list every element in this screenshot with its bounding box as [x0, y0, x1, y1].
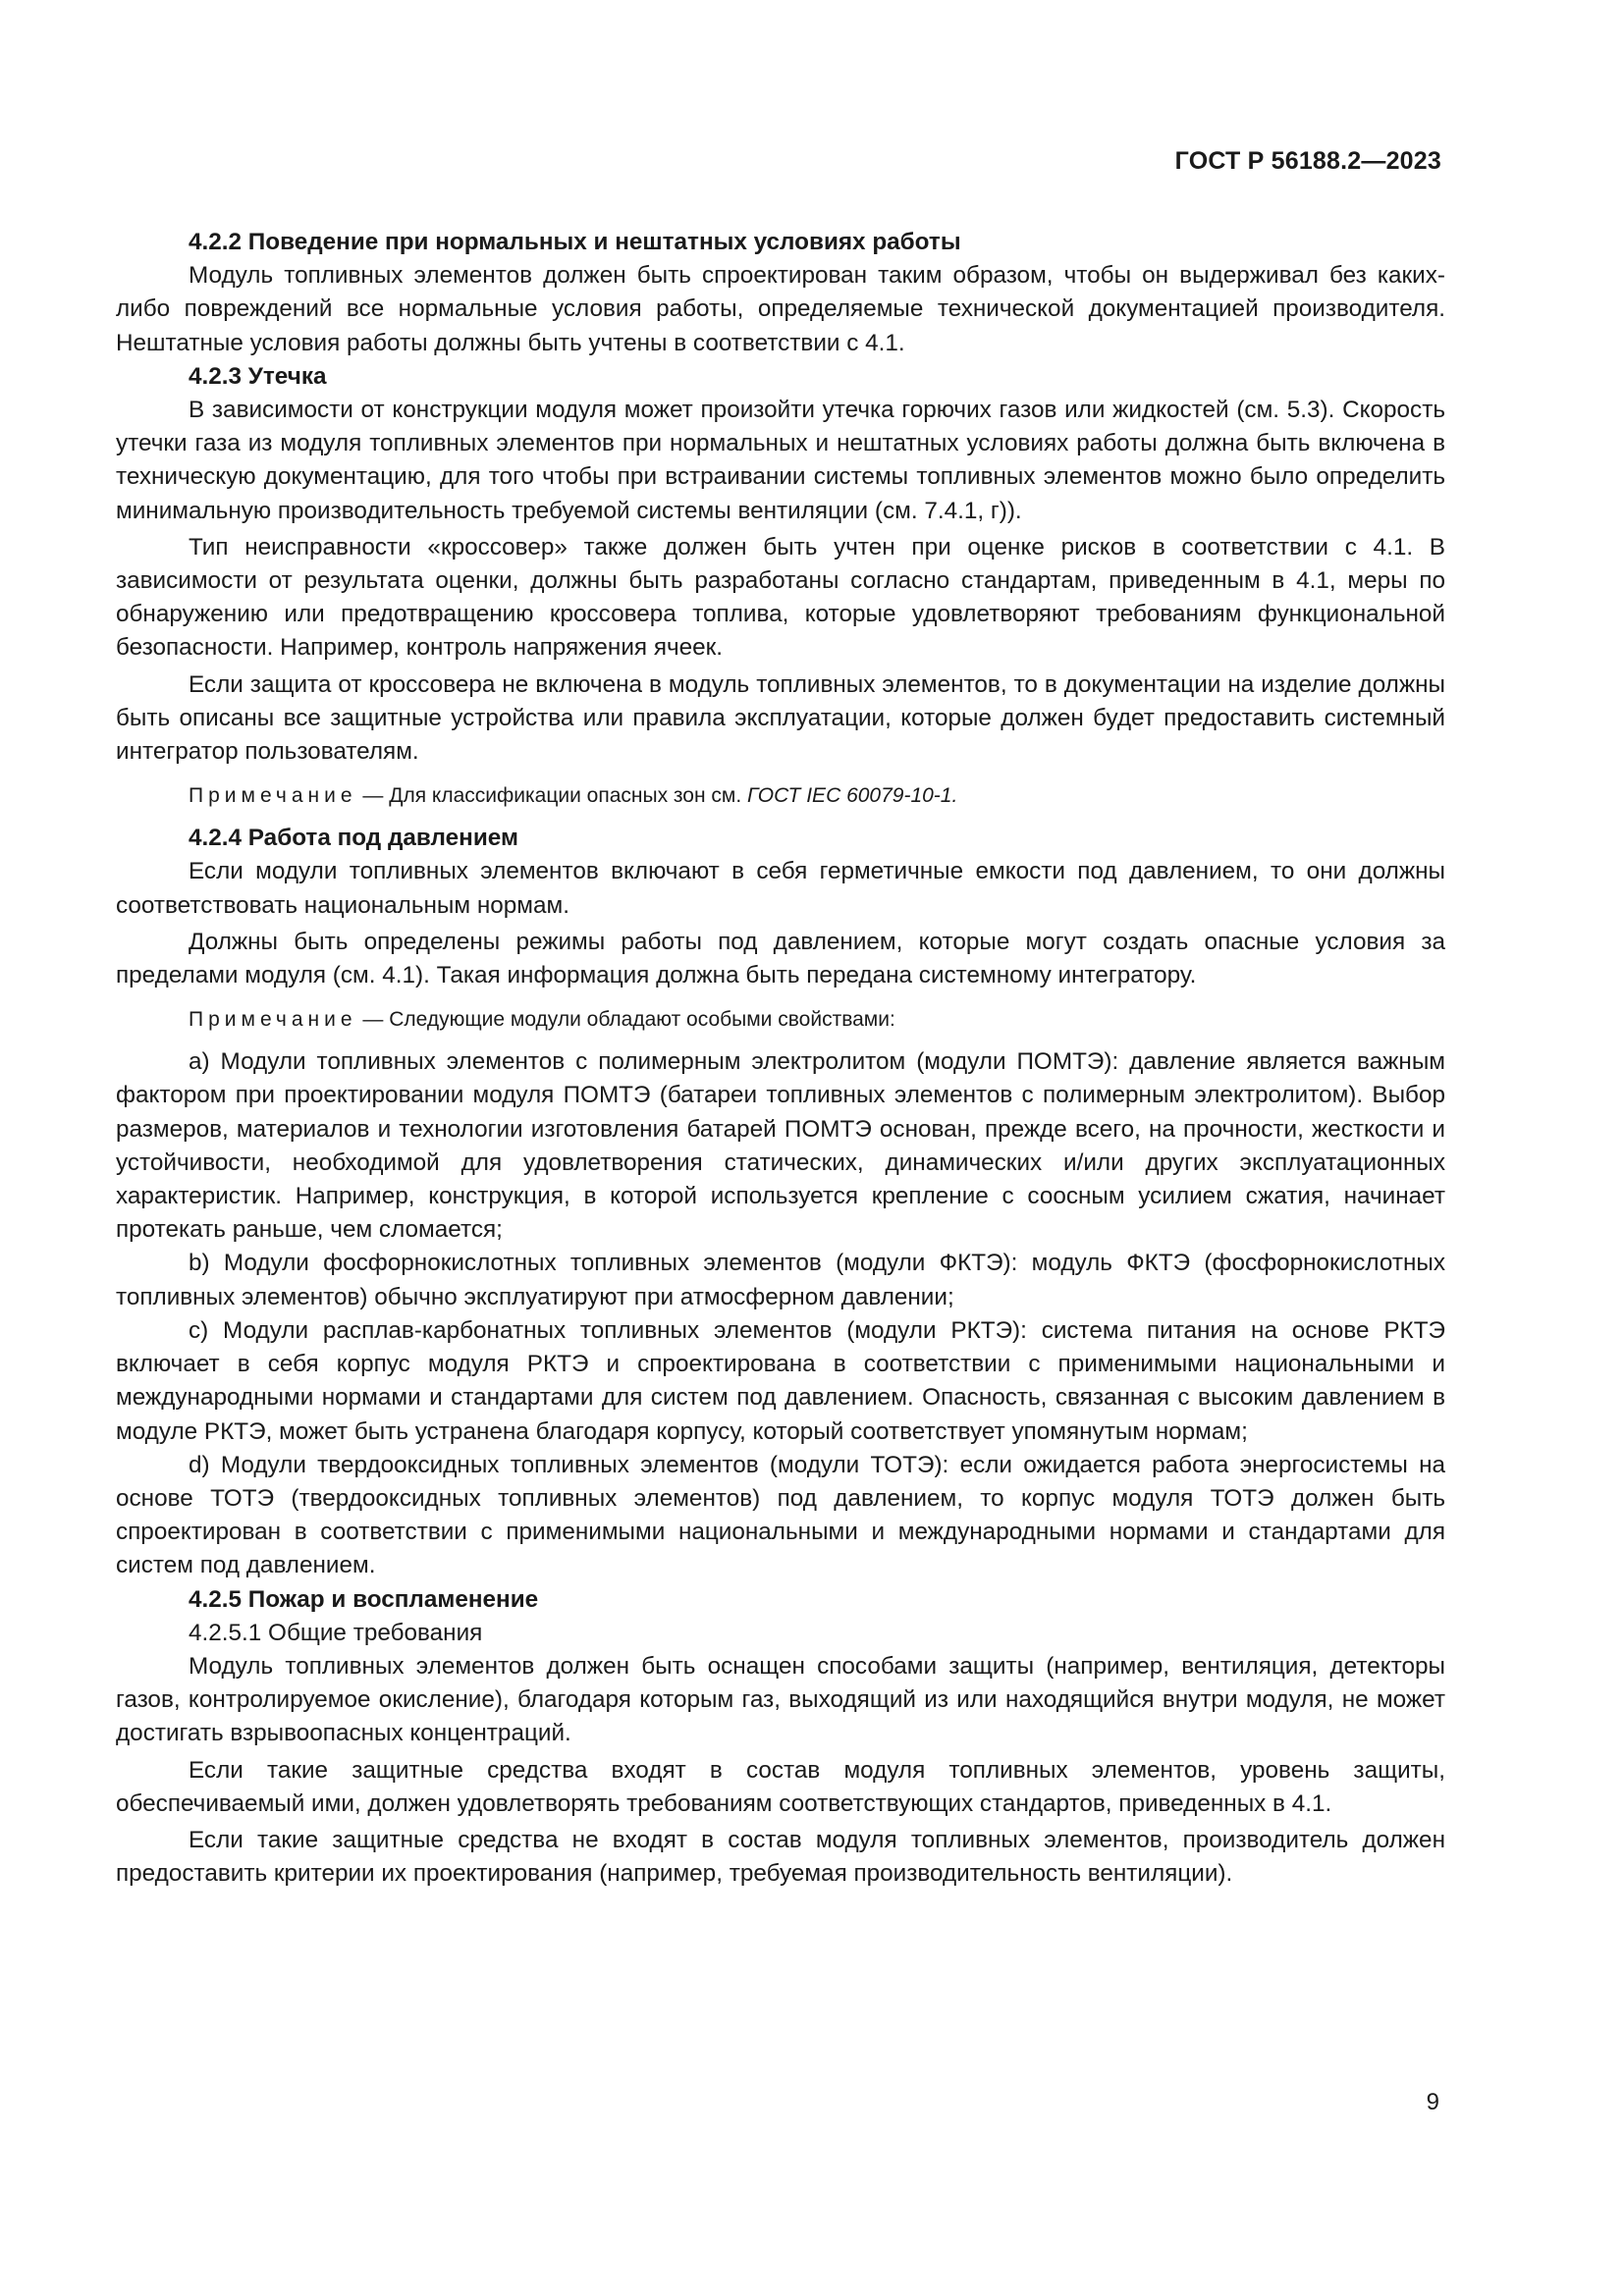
paragraph: Тип неисправности «кроссовер» также должен быть учтен при оценке рисков в соответствии с 4.1. В зависимости от результата оценки, должны быть разработаны согласно стандартам, приведенным в 4.1, меры по обнаружению или предотвращению кроссовера топлива, которые удовлетворяют требованиям функциональной безопасности. Например, контроль напряжения ячеек.	[116, 533, 1445, 662]
list-item: d) Модули твердооксидных топливных элементов (модули ТОТЭ): если ожидается работа энергосистемы на основе ТОТЭ (твердооксидных топливных элементов) под давлением, то корпус модуля ТОТЭ должен быть спроектирован в соответствии с применимыми национальными и международными нормами и стандартами для систем под давлением.	[116, 1451, 1445, 1579]
note-label: Примечание	[189, 1008, 357, 1032]
paragraph: Должны быть определены режимы работы под давлением, которые могут создать опасные условия за пределами модуля (см. 4.1). Такая информация должна быть передана системному интегратору.	[116, 928, 1445, 989]
paragraph: Если защита от кроссовера не включена в модуль топливных элементов, то в документации на изделие должны быть описаны все защитные устройства или правила эксплуатации, которые должен будет предоставить системный интегратор пользователям.	[116, 670, 1445, 766]
document-body	[116, 226, 1445, 1891]
section-heading-4-2-4: 4.2.4 Работа под давлением	[189, 825, 518, 852]
page-number: 9	[1426, 2089, 1439, 2115]
subsection-heading-4-2-5-1: 4.2.5.1 Общие требования	[189, 1619, 483, 1646]
paragraph: Если такие защитные средства входят в состав модуля топливных элементов, уровень защиты, обеспечиваемый ими, должен удовлетворять требованиям соответствующих стандартов, приведенных в 4.1.	[116, 1756, 1445, 1817]
note-reference: ГОСТ IEC 60079-10-1.	[747, 784, 958, 808]
section-heading-4-2-2: 4.2.2 Поведение при нормальных и нештатных условиях работы	[189, 229, 961, 255]
document-header: ГОСТ Р 56188.2—2023	[1174, 147, 1441, 175]
note	[116, 1005, 1445, 1035]
paragraph: Если модули топливных элементов включают в себя герметичные емкости под давлением, то они должны соответствовать национальным нормам.	[116, 858, 1445, 919]
paragraph: Модуль топливных элементов должен быть спроектирован таким образом, чтобы он выдерживал без каких-либо повреждений все нормальные условия работы, определяемые технической документацией производителя. Нештатные условия работы должны быть учтены в соответствии с 4.1.	[116, 262, 1445, 356]
paragraph: В зависимости от конструкции модуля может произойти утечка горючих газов или жидкостей (см. 5.3). Скорость утечки газа из модуля топливных элементов при нормальных и нештатных условиях работы должна быть включена в техническую документацию, для того чтобы при встраивании системы топливных элементов можно было определить минимальную производительность требуемой системы вентиляции (см. 7.4.1, г)).	[116, 397, 1445, 524]
list-item: а) Модули топливных элементов с полимерным электролитом (модули ПОМТЭ): давление является важным фактором при проектировании модуля ПОМТЭ (батареи топливных элементов с полимерным электролитом). Выбор размеров, материалов и технологии изготовления батарей ПОМТЭ основан, прежде всего, на прочности, жесткости и устойчивости, необходимой для удовлетворения статических, динамических и/или других эксплуатационных характеристик. Например, конструкция, в которой используется крепление с соосным усилием сжатия, начинает протекать раньше, чем сломается;	[116, 1048, 1445, 1244]
section-heading-4-2-5: 4.2.5 Пожар и воспламенение	[189, 1585, 539, 1613]
note	[116, 781, 1445, 811]
note-list	[116, 1045, 1445, 1582]
note-label: Примечание	[189, 784, 357, 808]
paragraph: Если такие защитные средства не входят в состав модуля топливных элементов, производитель должен предоставить критерии их проектирования (например, требуемая производительность вентиляции).	[116, 1826, 1445, 1888]
note-text: — Для классификации опасных зон см.	[356, 784, 748, 808]
paragraph: Модуль топливных элементов должен быть оснащен способами защиты (например, вентиляция, детекторы газов, контролируемое окисление), благодаря которым газ, выходящий из или находящийся внутри модуля, не может достигать взрывоопасных концентраций.	[116, 1652, 1445, 1747]
list-item: b) Модули фосфорнокислотных топливных элементов (модули ФКТЭ): модуль ФКТЭ (фосфорнокислотных топливных элементов) обычно эксплуатируют при атмосферном давлении;	[116, 1250, 1445, 1310]
note-text: — Следующие модули обладают особыми свойствами:	[356, 1008, 895, 1032]
section-heading-4-2-3: 4.2.3 Утечка	[189, 362, 327, 390]
list-item: с) Модули расплав-карбонатных топливных элементов (модули РКТЭ): система питания на основе РКТЭ включает в себя корпус модуля РКТЭ и спроектирована в соответствии с применимыми национальными и международными нормами и стандартами для систем под давлением. Опасность, связанная с высоким давлением в модуле РКТЭ, может быть устранена благодаря корпусу, который соответствует упомянутым нормам;	[116, 1316, 1445, 1445]
